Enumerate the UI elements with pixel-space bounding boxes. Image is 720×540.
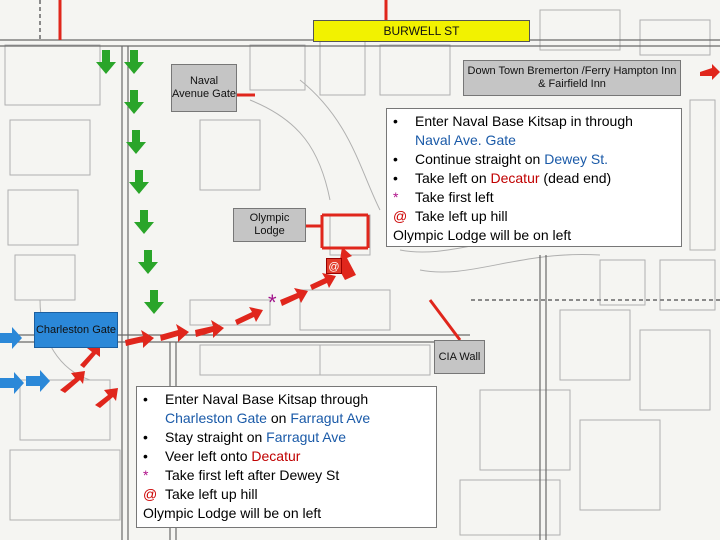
charleston-step-1-gate — [143, 409, 430, 428]
naval-step-3-street: Decatur — [490, 170, 540, 186]
naval-step-1-gate: Naval Ave. Gate — [415, 132, 516, 148]
bullet: • — [143, 391, 148, 407]
naval-step-1 — [393, 112, 675, 131]
naval-step-1-text: Enter Naval Base Kitsap in through — [415, 113, 633, 129]
olympic-lodge-label: Olympic Lodge — [233, 208, 306, 242]
naval-step-4-text: Take first left — [415, 189, 494, 205]
naval-final: Olympic Lodge will be on left — [393, 227, 572, 243]
charleston-gate-name: Charleston Gate — [165, 410, 267, 426]
bullet: • — [393, 113, 398, 129]
downtown-label: Down Town Bremerton /Ferry Hampton Inn & Fairfield Inn — [463, 60, 681, 96]
charleston-final: Olympic Lodge will be on left — [143, 505, 322, 521]
charleston-step-3-pre: Veer left onto — [165, 448, 252, 464]
at-marker: @ — [326, 258, 342, 274]
street-label-burwell: BURWELL ST — [313, 20, 530, 42]
charleston-step-1-mid: on — [266, 410, 291, 426]
star-bullet: * — [143, 467, 149, 483]
charleston-step-2-street: Farragut Ave — [266, 429, 347, 445]
bullet: • — [143, 448, 148, 464]
directions-naval-panel — [386, 108, 682, 247]
directions-charleston-panel — [136, 386, 437, 528]
star-marker: * — [268, 290, 277, 315]
naval-step-5-text: Take left up hill — [415, 208, 508, 224]
naval-step-2-street: Dewey St. — [544, 151, 609, 167]
naval-step-5 — [393, 207, 675, 226]
bullet: • — [393, 170, 398, 186]
charleston-step-1-street: Farragut Ave — [290, 410, 371, 426]
at-bullet: @ — [393, 208, 408, 224]
charleston-step-1 — [143, 390, 430, 409]
charleston-step-3 — [143, 447, 430, 466]
charleston-step-5 — [143, 485, 430, 504]
naval-step-4 — [393, 188, 675, 207]
at-bullet: @ — [143, 486, 158, 502]
charleston-step-1-text: Enter Naval Base Kitsap through — [165, 391, 369, 407]
charleston-step-3-street: Decatur — [251, 448, 301, 464]
naval-step-3-pre: Take left on — [415, 170, 491, 186]
naval-step-2-pre: Continue straight on — [415, 151, 545, 167]
naval-step-2-text — [415, 150, 608, 169]
charleston-step-2-pre: Stay straight on — [165, 429, 267, 445]
cia-wall-label: CIA Wall — [434, 340, 485, 374]
naval-step-3-post: (dead end) — [539, 170, 612, 186]
naval-step-3-text — [415, 169, 611, 188]
charleston-step-4-text: Take first left after Dewey St — [165, 467, 340, 483]
naval-step-3 — [393, 169, 675, 188]
charleston-gate-label: Charleston Gate — [34, 312, 118, 348]
naval-avenue-gate-label: Naval Avenue Gate — [171, 64, 237, 112]
bullet: • — [393, 151, 398, 167]
charleston-step-4 — [143, 466, 430, 485]
charleston-step-2 — [143, 428, 430, 447]
naval-step-2 — [393, 150, 675, 169]
charleston-step-5-text: Take left up hill — [165, 486, 258, 502]
star-bullet: * — [393, 189, 399, 205]
bullet: • — [143, 429, 148, 445]
charleston-step-3-text — [165, 447, 300, 466]
charleston-step-2-text — [165, 428, 346, 447]
